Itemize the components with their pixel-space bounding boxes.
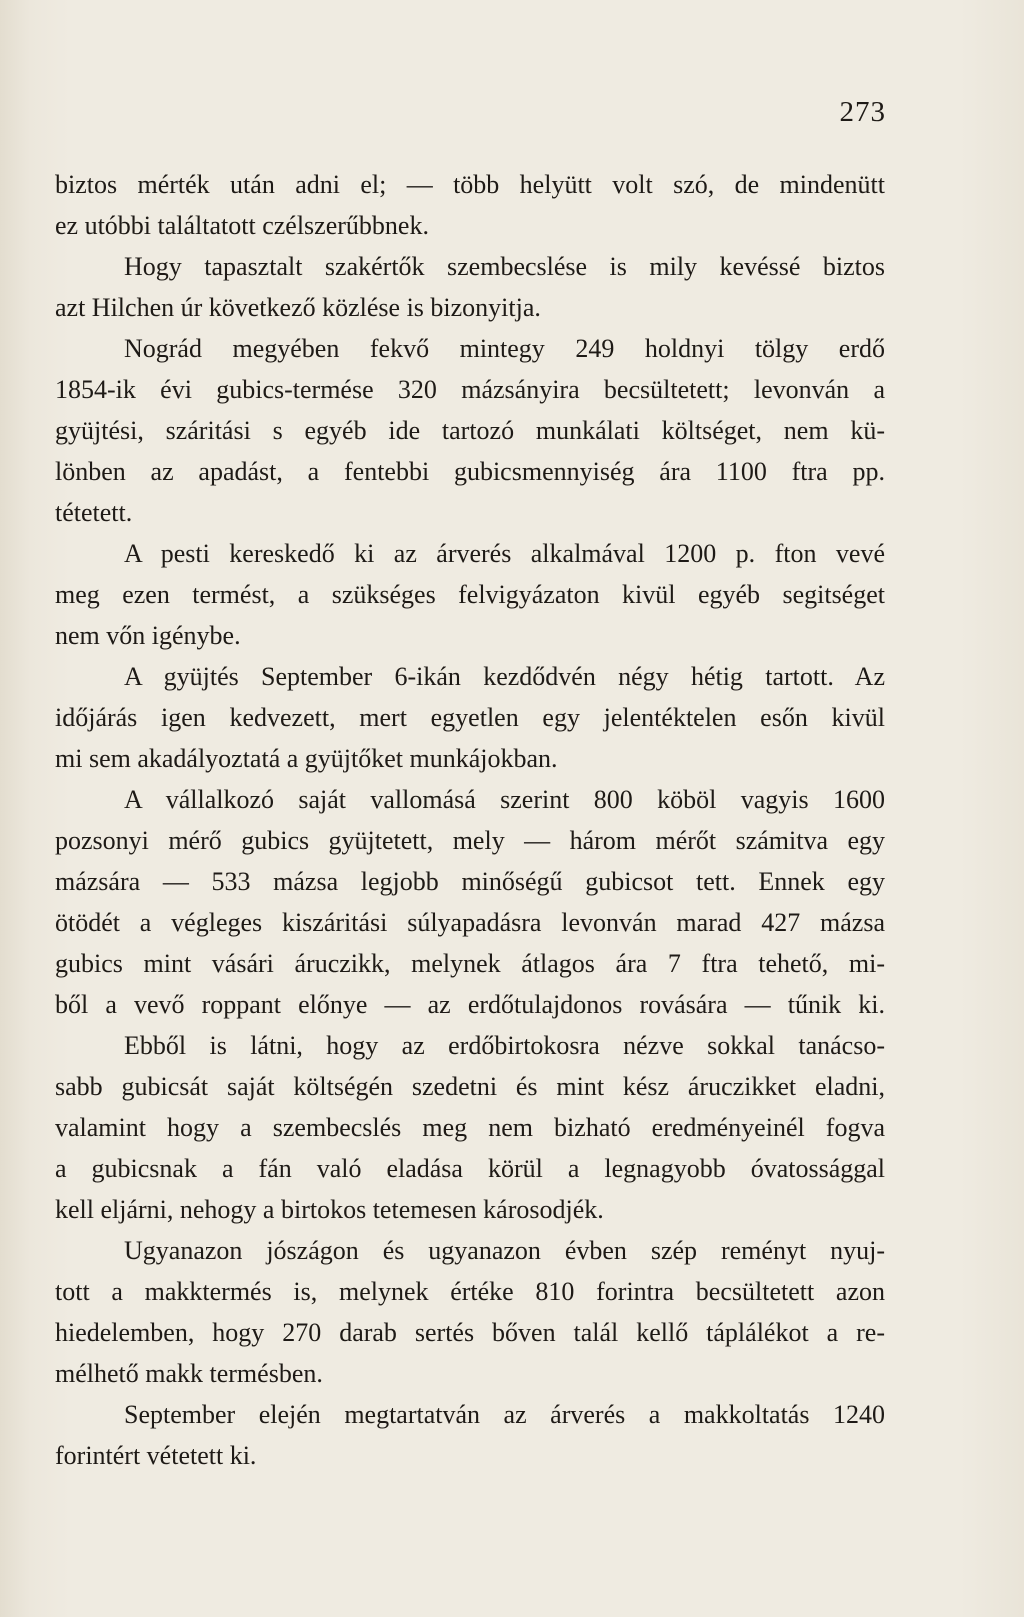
text-line: A gyüjtés September 6-ikán kezdődvén négy hétig tartott. Az [124, 662, 885, 691]
text-line: A vállalkozó saját vallomásá szerint 800 köböl vagyis 1600 [124, 785, 885, 814]
text-line: mélhető makk termésben. [55, 1359, 323, 1388]
text-line: September elején megtartatván az árverés a makkoltatás 1240 [124, 1400, 885, 1429]
paragraph [55, 656, 885, 779]
text-line: forintért vétetett ki. [55, 1441, 257, 1470]
text-line: Ebből is látni, hogy az erdőbirtokosra nézve sokkal tanácso- [124, 1031, 885, 1060]
paragraph [55, 1394, 885, 1476]
text-line: tétetett. [55, 498, 133, 527]
text-line: ből a vevő roppant előnye — az erdőtulajdonos rovására — tűnik ki. [55, 990, 885, 1019]
text-line: sabb gubicsát saját költségén szedetni és mint kész áruczikket eladni, [55, 1072, 885, 1101]
text-line: pozsonyi mérő gubics gyüjtetett, mely — három mérőt számitva egy [55, 826, 885, 855]
text-line: biztos mérték után adni el; — több helyütt volt szó, de mindenütt [55, 170, 885, 199]
text-line: A pesti kereskedő ki az árverés alkalmával 1200 p. fton vevé [124, 539, 885, 568]
text-line: nem vőn igénybe. [55, 621, 241, 650]
text-line: gyüjtési, száritási s egyéb ide tartozó munkálati költséget, nem kü- [55, 416, 885, 445]
text-line: mi sem akadályoztatá a gyüjtőket munkájokban. [55, 744, 558, 773]
body-text [55, 164, 885, 1476]
page-number: 273 [839, 96, 886, 128]
text-line: Nográd megyében fekvő mintegy 249 holdnyi tölgy erdő [124, 334, 885, 363]
text-line: valamint hogy a szembecslés meg nem bizható eredményeinél fogva [55, 1113, 885, 1142]
text-line: hiedelemben, hogy 270 darab sertés bőven talál kellő táplálékot a re- [55, 1318, 885, 1347]
text-line: Ugyanazon jószágon és ugyanazon évben szép reményt nyuj- [124, 1236, 885, 1265]
text-line: tott a makktermés is, melynek értéke 810 forintra becsültetett azon [55, 1277, 885, 1306]
paragraph [55, 328, 885, 533]
text-line: azt Hilchen úr következő közlése is bizonyitja. [55, 293, 541, 322]
paragraph [55, 1025, 885, 1230]
text-line: meg ezen termést, a szükséges felvigyázaton kivül egyéb segitséget [55, 580, 885, 609]
text-line: Hogy tapasztalt szakértők szembecslése is mily kevéssé biztos [124, 252, 885, 281]
paragraph [55, 533, 885, 656]
text-line: mázsára — 533 mázsa legjobb minőségű gubicsot tett. Ennek egy [55, 867, 885, 896]
text-line: gubics mint vásári áruczikk, melynek átlagos ára 7 ftra tehető, mi- [55, 949, 885, 978]
paragraph [55, 164, 885, 246]
text-line: ez utóbbi találtatott czélszerűbbnek. [55, 211, 429, 240]
text-line: 1854-ik évi gubics-termése 320 mázsányira becsültetett; levonván a [55, 375, 885, 404]
text-line: a gubicsnak a fán való eladása körül a legnagyobb óvatossággal [55, 1154, 885, 1183]
text-line: ötödét a végleges kiszáritási súlyapadásra levonván marad 427 mázsa [55, 908, 885, 937]
paragraph [55, 246, 885, 328]
paragraph [55, 779, 885, 1025]
text-line: lönben az apadást, a fentebbi gubicsmennyiség ára 1100 ftra pp. [55, 457, 885, 486]
paragraph [55, 1230, 885, 1394]
text-line: időjárás igen kedvezett, mert egyetlen egy jelentéktelen esőn kivül [55, 703, 885, 732]
text-line: kell eljárni, nehogy a birtokos tetemesen károsodjék. [55, 1195, 604, 1224]
